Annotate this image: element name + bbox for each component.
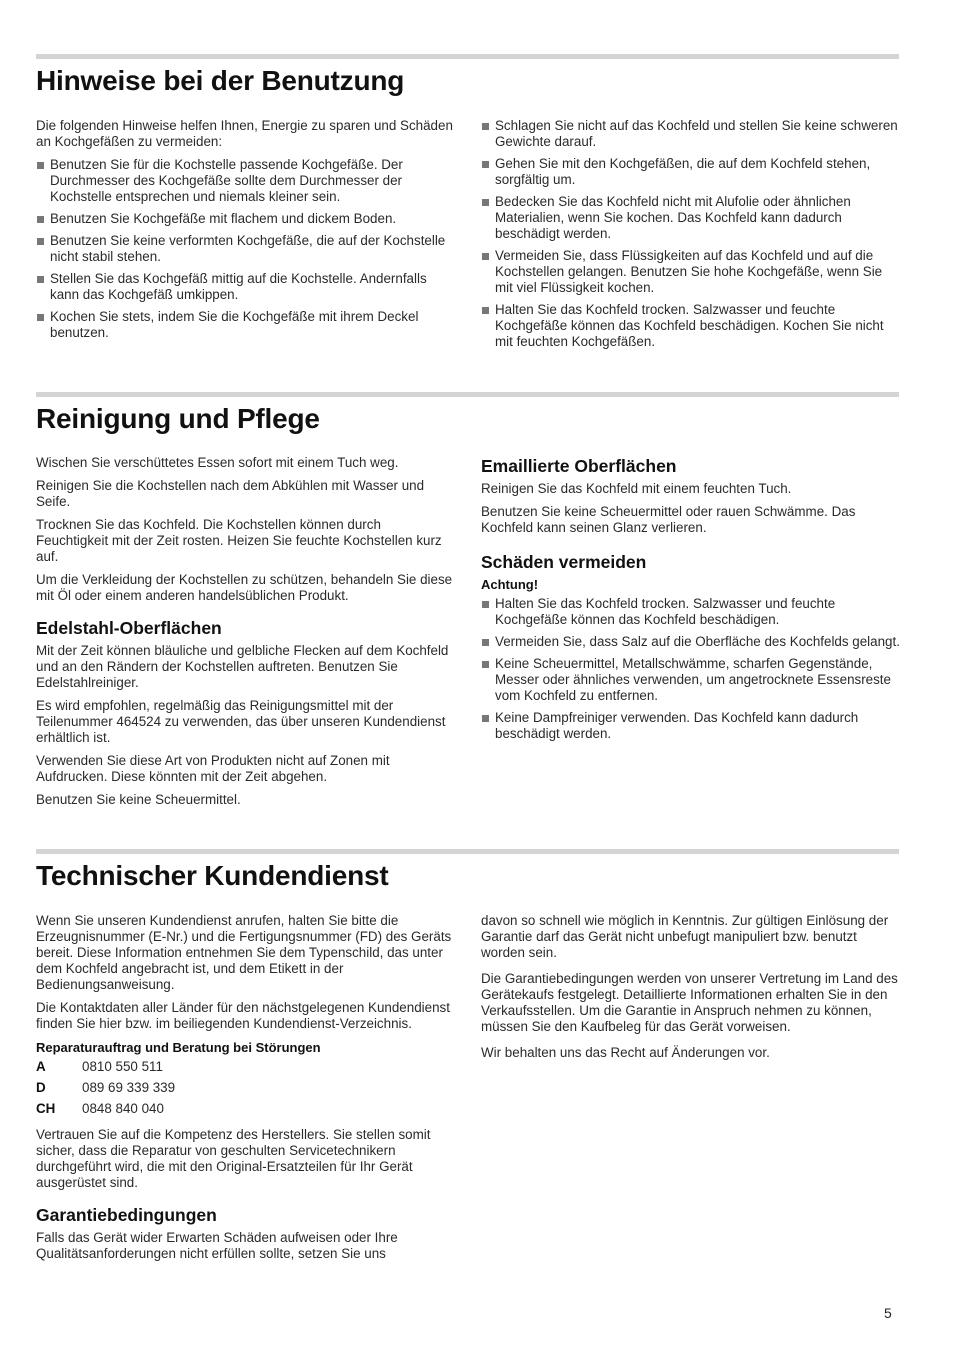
bullet-icon bbox=[482, 123, 489, 130]
paragraph: Reinigen Sie die Kochstellen nach dem Abkühlen mit Wasser und Seife. bbox=[36, 478, 425, 509]
heading-reparaturauftrag: Reparaturauftrag und Beratung bei Störungen bbox=[36, 1040, 321, 1055]
paragraph: Trocknen Sie das Kochfeld. Die Kochstellen können durch Feuchtigkeit mit der Zeit rosten. Heizen Sie feuchte Kochstellen kurz auf. bbox=[36, 517, 442, 564]
heading-schaeden: Schäden vermeiden bbox=[481, 552, 647, 572]
heading-emaillierte: Emaillierte Oberflächen bbox=[481, 456, 677, 476]
bullet-icon bbox=[482, 601, 489, 608]
paragraph: davon so schnell wie möglich in Kenntnis. Zur gültigen Einlösung der Garantie darf das Gerät nicht unbefugt manipuliert bzw. benutzt worden sein. bbox=[481, 913, 889, 960]
paragraph: Benutzen Sie keine Scheuermittel oder rauen Schwämme. Das Kochfeld kann seinen Glanz verlieren. bbox=[481, 504, 856, 535]
paragraph: Es wird empfohlen, regelmäßig das Reinigungsmittel mit der Teilenummer 464524 zu verwenden, das über unseren Kundendienst erhältlich ist. bbox=[36, 698, 446, 745]
paragraph: Wenn Sie unseren Kundendienst anrufen, halten Sie bitte die Erzeugnisnummer (E-Nr.) und die Fertigungsnummer (FD) des Geräts bereit. Diese Information entnehmen Sie dem Typenschild, das unter dem Kochfeld angebracht ist, und dem Etikett in der Bedienungsanweisung. bbox=[36, 913, 452, 992]
list-item: Halten Sie das Kochfeld trocken. Salzwasser und feuchte Kochgefäße können das Kochfeld beschädigen. bbox=[481, 596, 901, 628]
phone-number: 089 69 339 339 bbox=[82, 1080, 176, 1095]
bullet-icon bbox=[37, 162, 44, 169]
bullet-icon bbox=[482, 253, 489, 260]
list-item: Gehen Sie mit den Kochgefäßen, die auf dem Kochfeld stehen, sorgfältig um. bbox=[481, 156, 901, 188]
list-item: Schlagen Sie nicht auf das Kochfeld und stellen Sie keine schweren Gewichte darauf. bbox=[481, 118, 901, 150]
achtung-label: Achtung! bbox=[481, 577, 539, 592]
paragraph: Die Garantiebedingungen werden von unserer Vertretung im Land des Gerätekaufs festgelegt. Detaillierte Informationen erhalten Sie in den Verkaufsstellen. Um die Garantie in Anspruch nehmen zu können, müssen Sie den Kaufbeleg für das Gerät vorweisen. bbox=[481, 971, 898, 1034]
paragraph: Vertrauen Sie auf die Kompetenz des Herstellers. Sie stellen somit sicher, dass die Reparatur von geschulten Servicetechnikern durchgeführt wird, die mit den Original-Ersatzteilen für Ihr Gerät ausgerüstet sind. bbox=[36, 1127, 431, 1190]
country-code: A bbox=[36, 1059, 46, 1074]
page-number: 5 bbox=[884, 1305, 892, 1321]
contact-row bbox=[36, 1101, 456, 1117]
country-code: CH bbox=[36, 1101, 56, 1116]
phone-number: 0810 550 511 bbox=[82, 1059, 163, 1074]
paragraph: Benutzen Sie keine Scheuermittel. bbox=[36, 792, 241, 807]
heading-garantie: Garantiebedingungen bbox=[36, 1205, 217, 1225]
section-divider bbox=[36, 54, 899, 59]
paragraph: Wir behalten uns das Recht auf Änderungen vor. bbox=[481, 1045, 770, 1060]
list-item: Vermeiden Sie, dass Flüssigkeiten auf das Kochfeld und auf die Kochstellen gelangen. Benutzen Sie hohe Kochgefäße, wenn Sie mit viel Flüssigkeit kochen. bbox=[481, 248, 901, 296]
heading-edelstahl: Edelstahl-Oberflächen bbox=[36, 618, 222, 638]
paragraph: Wischen Sie verschüttetes Essen sofort mit einem Tuch weg. bbox=[36, 455, 399, 470]
list-item: Kochen Sie stets, indem Sie die Kochgefäße mit ihrem Deckel benutzen. bbox=[36, 309, 456, 341]
list-item: Bedecken Sie das Kochfeld nicht mit Alufolie oder ähnlichen Materialien, wenn Sie kochen. Das Kochfeld kann dadurch beschädigt werden. bbox=[481, 194, 901, 242]
schaeden-list bbox=[481, 596, 901, 742]
heading-hinweise: Hinweise bei der Benutzung bbox=[36, 65, 405, 96]
paragraph: Falls das Gerät wider Erwarten Schäden aufweisen oder Ihre Qualitätsanforderungen nicht erfüllen sollte, setzen Sie uns bbox=[36, 1230, 398, 1261]
reinigung-left-column bbox=[36, 455, 456, 815]
phone-number: 0848 840 040 bbox=[82, 1101, 164, 1116]
hinweise-left-column bbox=[36, 118, 456, 347]
list-item: Benutzen Sie keine verformten Kochgefäße, die auf der Kochstelle nicht stabil stehen. bbox=[36, 233, 456, 265]
heading-reinigung: Reinigung und Pflege bbox=[36, 403, 320, 434]
hinweise-right-column bbox=[481, 118, 901, 356]
reinigung-right-column bbox=[481, 456, 901, 748]
section-hinweise bbox=[36, 54, 899, 97]
section-divider bbox=[36, 849, 899, 854]
hinweise-intro: Die folgenden Hinweise helfen Ihnen, Energie zu sparen und Schäden an Kochgefäßen zu vermeiden: bbox=[36, 118, 453, 149]
paragraph: Reinigen Sie das Kochfeld mit einem feuchten Tuch. bbox=[481, 481, 792, 496]
bullet-icon bbox=[482, 639, 489, 646]
kundendienst-left-column bbox=[36, 913, 456, 1269]
paragraph: Mit der Zeit können bläuliche und gelbliche Flecken auf dem Kochfeld und an den Rändern der Kochstellen auftreten. Benutzen Sie Edelstahlreiniger. bbox=[36, 643, 449, 690]
list-item: Keine Dampfreiniger verwenden. Das Kochfeld kann dadurch beschädigt werden. bbox=[481, 710, 901, 742]
bullet-icon bbox=[482, 161, 489, 168]
bullet-icon bbox=[37, 276, 44, 283]
hinweise-right-list bbox=[481, 118, 901, 350]
bullet-icon bbox=[482, 307, 489, 314]
bullet-icon bbox=[482, 199, 489, 206]
section-kundendienst bbox=[36, 849, 899, 892]
bullet-icon bbox=[482, 661, 489, 668]
paragraph: Um die Verkleidung der Kochstellen zu schützen, behandeln Sie diese mit Öl oder einem anderen handelsüblichen Produkt. bbox=[36, 572, 453, 603]
section-divider bbox=[36, 392, 899, 397]
paragraph: Verwenden Sie diese Art von Produkten nicht auf Zonen mit Aufdrucken. Diese könnten mit der Zeit abgehen. bbox=[36, 753, 390, 784]
bullet-icon bbox=[37, 238, 44, 245]
bullet-icon bbox=[37, 216, 44, 223]
list-item: Keine Scheuermittel, Metallschwämme, scharfen Gegenstände, Messer oder ähnliches verwenden, um angetrocknete Essensreste vom Kochfeld zu entfernen. bbox=[481, 656, 901, 704]
country-code: D bbox=[36, 1080, 46, 1095]
contact-row bbox=[36, 1059, 456, 1075]
contact-row bbox=[36, 1080, 456, 1096]
section-reinigung bbox=[36, 392, 899, 435]
hinweise-left-list bbox=[36, 157, 456, 341]
heading-kundendienst: Technischer Kundendienst bbox=[36, 860, 389, 891]
list-item: Vermeiden Sie, dass Salz auf die Oberfläche des Kochfelds gelangt. bbox=[481, 634, 901, 650]
list-item: Stellen Sie das Kochgefäß mittig auf die Kochstelle. Andernfalls kann das Kochgefäß umkippen. bbox=[36, 271, 456, 303]
kundendienst-right-column bbox=[481, 913, 901, 1068]
bullet-icon bbox=[482, 715, 489, 722]
list-item: Benutzen Sie Kochgefäße mit flachem und dickem Boden. bbox=[36, 211, 456, 227]
paragraph: Die Kontaktdaten aller Länder für den nächstgelegenen Kundendienst finden Sie hier bzw. im beiliegenden Kundendienst-Verzeichnis. bbox=[36, 1000, 450, 1031]
list-item: Halten Sie das Kochfeld trocken. Salzwasser und feuchte Kochgefäße können das Kochfeld beschädigen. Kochen Sie nicht mit feuchten Kochgefäßen. bbox=[481, 302, 901, 350]
bullet-icon bbox=[37, 314, 44, 321]
list-item: Benutzen Sie für die Kochstelle passende Kochgefäße. Der Durchmesser des Kochgefäße sollte dem Durchmesser der Kochstelle entsprechen und niemals kleiner sein. bbox=[36, 157, 456, 205]
